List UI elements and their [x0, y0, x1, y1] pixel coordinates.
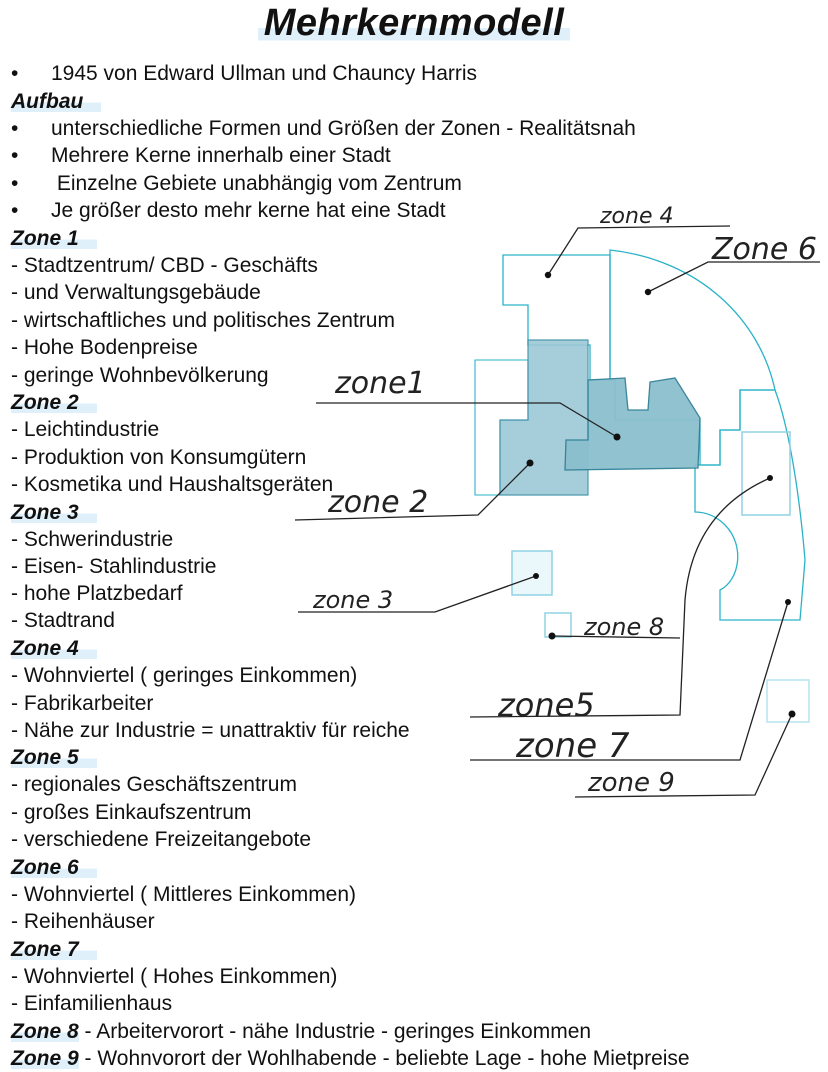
aufbau-item: • Je größer desto mehr kerne hat eine Stadt — [11, 199, 446, 222]
zone-5-item: - regionales Geschäftszentrum — [11, 773, 297, 796]
diagram-label-zone9: zone 9 — [588, 768, 675, 798]
diagram-label-zone1: zone1 — [335, 366, 426, 401]
zone-5-area — [742, 432, 790, 515]
zone-3-area — [512, 551, 552, 595]
zone-1-item: - wirtschaftliches und politisches Zentrum — [11, 309, 395, 332]
zone-8-area — [545, 613, 571, 637]
zone-7-item: - Einfamilienhaus — [11, 992, 173, 1015]
zone-4-item: - Nähe zur Industrie = unattraktiv für reiche — [11, 719, 410, 742]
zone-5-heading: Zone 5 — [11, 745, 97, 771]
zone-1-item: - und Verwaltungsgebäude — [11, 281, 261, 304]
zone-8-line: Zone 8 - Arbeitervorort - nähe Industrie - geringes Einkommen — [11, 1020, 592, 1043]
intro-line: • 1945 von Edward Ullman und Chauncy Harris — [11, 62, 478, 85]
zone-3-item: - Schwerindustrie — [11, 528, 174, 551]
diagram-label-zone2: zone 2 — [328, 485, 429, 520]
diagram-label-zone6: Zone 6 — [712, 232, 817, 267]
zone-7-heading: Zone 7 — [11, 937, 97, 963]
page-title: Mehrkernmodell — [0, 2, 828, 45]
zone-5-item: - großes Einkaufszentrum — [11, 801, 252, 824]
zone-2-heading: Zone 2 — [11, 390, 97, 416]
zone-9-line: Zone 9 - Wohnvorort der Wohlhabende - beliebte Lage - hohe Mietpreise — [11, 1047, 690, 1070]
aufbau-item: • Mehrere Kerne innerhalb einer Stadt — [11, 144, 391, 167]
diagram-label-zone8: zone 8 — [584, 613, 665, 641]
diagram-label-zone7: zone 7 — [516, 726, 630, 766]
aufbau-item: • unterschiedliche Formen und Größen der Zonen - Realitätsnah — [11, 117, 636, 140]
zone-5-item: - verschiedene Freizeitangebote — [11, 828, 312, 851]
zone-1-item: - Hohe Bodenpreise — [11, 336, 198, 359]
diagram-label-zone4: zone 4 — [600, 204, 674, 229]
diagram-label-zone5: zone5 — [498, 686, 595, 724]
diagram-label-zone3: zone 3 — [313, 586, 394, 614]
zone-9-area — [767, 680, 809, 722]
zone-2-area — [500, 340, 588, 495]
zone-7-item: - Wohnviertel ( Hohes Einkommen) — [11, 965, 338, 988]
aufbau-heading: Aufbau — [11, 89, 101, 115]
zone-3-heading: Zone 3 — [11, 500, 97, 526]
zone-2-item: - Produktion von Konsumgütern — [11, 446, 307, 469]
zone-6-item: - Wohnviertel ( Mittleres Einkommen) — [11, 883, 357, 906]
zone-3-item: - Stadtrand — [11, 609, 115, 632]
zone-3-item: - Eisen- Stahlindustrie — [11, 555, 217, 578]
zone-1-item: - geringe Wohnbevölkerung — [11, 364, 269, 387]
zone-2-item: - Leichtindustrie — [11, 418, 160, 441]
zone-4-item: - Wohnviertel ( geringes Einkommen) — [11, 664, 358, 687]
zone-2-item: - Kosmetika und Haushaltsgeräten — [11, 473, 334, 496]
zone-1-heading: Zone 1 — [11, 226, 97, 252]
zone-6-heading: Zone 6 — [11, 855, 97, 881]
zone-3-item: - hohe Platzbedarf — [11, 582, 183, 605]
zone-1-item: - Stadtzentrum/ CBD - Geschäfts — [11, 254, 318, 277]
aufbau-item: • Einzelne Gebiete unabhängig vom Zentrum — [11, 172, 462, 195]
zone-7-area — [695, 390, 805, 620]
zone-6-item: - Reihenhäuser — [11, 910, 155, 933]
zone-4-item: - Fabrikarbeiter — [11, 692, 154, 715]
zone-4-heading: Zone 4 — [11, 636, 97, 662]
